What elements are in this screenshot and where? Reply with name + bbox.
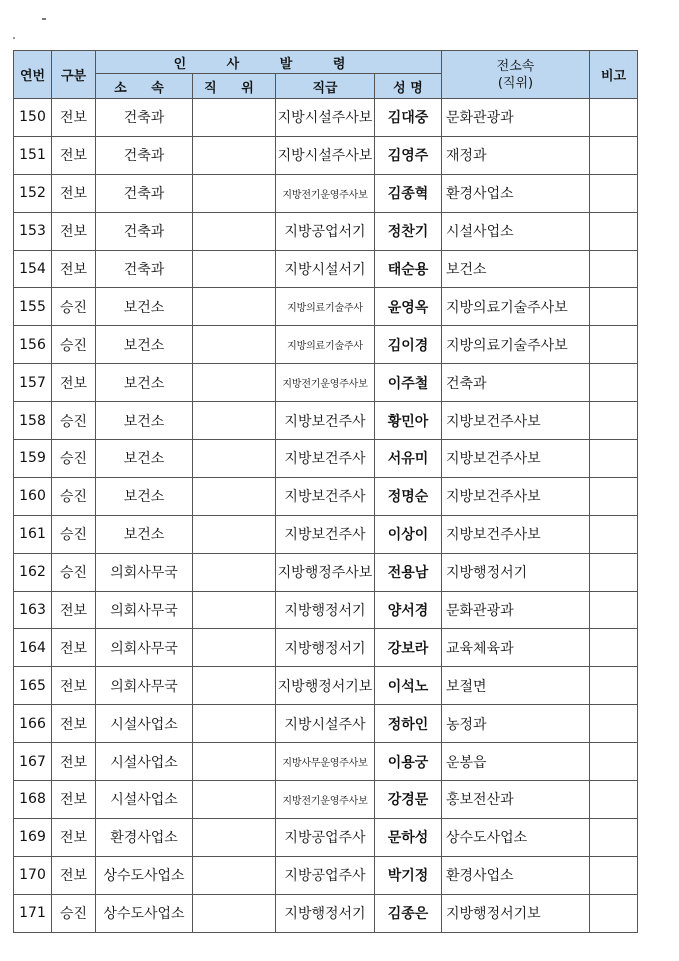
table-row bbox=[14, 402, 638, 440]
row-note bbox=[590, 174, 638, 212]
row-department: 환경사업소 bbox=[96, 818, 193, 856]
row-category: 전보 bbox=[52, 818, 96, 856]
row-previous-post: 상수도사업소 bbox=[442, 818, 590, 856]
row-note bbox=[590, 402, 638, 440]
header-dept: 소 속 bbox=[96, 74, 193, 99]
row-position bbox=[193, 705, 276, 743]
row-category: 전보 bbox=[52, 781, 96, 819]
row-category: 승진 bbox=[52, 894, 96, 932]
row-grade: 지방시설서기 bbox=[276, 250, 375, 288]
row-grade: 지방전기운영주사보 bbox=[276, 174, 375, 212]
header-name: 성 명 bbox=[375, 74, 442, 99]
row-grade: 지방공업서기 bbox=[276, 212, 375, 250]
row-number: 153 bbox=[14, 212, 52, 250]
row-previous-post: 보건소 bbox=[442, 250, 590, 288]
row-department: 시설사업소 bbox=[96, 781, 193, 819]
row-name: 문하성 bbox=[375, 818, 442, 856]
table-row bbox=[14, 781, 638, 819]
row-note bbox=[590, 515, 638, 553]
row-name: 김영주 bbox=[375, 136, 442, 174]
header-grade: 직급 bbox=[276, 74, 375, 99]
row-note bbox=[590, 629, 638, 667]
row-position bbox=[193, 515, 276, 553]
row-name: 전용남 bbox=[375, 553, 442, 591]
row-note bbox=[590, 99, 638, 137]
row-note bbox=[590, 591, 638, 629]
table-row bbox=[14, 667, 638, 705]
row-number: 168 bbox=[14, 781, 52, 819]
row-position bbox=[193, 212, 276, 250]
row-number: 159 bbox=[14, 440, 52, 478]
row-number: 167 bbox=[14, 743, 52, 781]
row-name: 정명순 bbox=[375, 477, 442, 515]
table-row bbox=[14, 99, 638, 137]
row-name: 이용궁 bbox=[375, 743, 442, 781]
row-number: 150 bbox=[14, 99, 52, 137]
row-note bbox=[590, 667, 638, 705]
row-previous-post: 지방보건주사보 bbox=[442, 402, 590, 440]
row-position bbox=[193, 894, 276, 932]
header-category: 구분 bbox=[52, 51, 96, 99]
table-row bbox=[14, 515, 638, 553]
row-name: 강경문 bbox=[375, 781, 442, 819]
row-previous-post: 지방의료기술주사보 bbox=[442, 288, 590, 326]
row-department: 건축과 bbox=[96, 212, 193, 250]
row-number: 171 bbox=[14, 894, 52, 932]
row-position bbox=[193, 629, 276, 667]
row-number: 161 bbox=[14, 515, 52, 553]
row-department: 건축과 bbox=[96, 174, 193, 212]
row-position bbox=[193, 818, 276, 856]
row-department: 보건소 bbox=[96, 402, 193, 440]
header-position: 직 위 bbox=[193, 74, 276, 99]
personnel-table bbox=[13, 50, 638, 933]
table-header bbox=[14, 51, 638, 99]
row-note bbox=[590, 894, 638, 932]
row-category: 전보 bbox=[52, 250, 96, 288]
row-previous-post: 환경사업소 bbox=[442, 174, 590, 212]
row-previous-post: 교육체육과 bbox=[442, 629, 590, 667]
row-grade: 지방행정서기보 bbox=[276, 667, 375, 705]
table-row bbox=[14, 818, 638, 856]
row-number: 154 bbox=[14, 250, 52, 288]
row-position bbox=[193, 591, 276, 629]
table-row bbox=[14, 553, 638, 591]
row-previous-post: 지방보건주사보 bbox=[442, 440, 590, 478]
row-grade: 지방행정서기 bbox=[276, 894, 375, 932]
row-grade: 지방의료기술주사 bbox=[276, 288, 375, 326]
row-previous-post: 건축과 bbox=[442, 364, 590, 402]
row-grade: 지방사무운영주사보 bbox=[276, 743, 375, 781]
row-department: 건축과 bbox=[96, 250, 193, 288]
row-position bbox=[193, 288, 276, 326]
row-name: 이상이 bbox=[375, 515, 442, 553]
row-name: 정찬기 bbox=[375, 212, 442, 250]
row-department: 의회사무국 bbox=[96, 629, 193, 667]
row-department: 의회사무국 bbox=[96, 667, 193, 705]
row-name: 황민아 bbox=[375, 402, 442, 440]
table-row bbox=[14, 364, 638, 402]
row-number: 152 bbox=[14, 174, 52, 212]
header-no: 연번 bbox=[14, 51, 52, 99]
row-grade: 지방보건주사 bbox=[276, 402, 375, 440]
table-row bbox=[14, 629, 638, 667]
header-previous-line2: (직위) bbox=[497, 75, 534, 91]
row-category: 전보 bbox=[52, 212, 96, 250]
row-name: 태순용 bbox=[375, 250, 442, 288]
row-name: 김대중 bbox=[375, 99, 442, 137]
row-previous-post: 문화관광과 bbox=[442, 99, 590, 137]
row-position bbox=[193, 553, 276, 591]
row-number: 157 bbox=[14, 364, 52, 402]
row-note bbox=[590, 705, 638, 743]
row-department: 보건소 bbox=[96, 515, 193, 553]
row-department: 보건소 bbox=[96, 440, 193, 478]
row-category: 전보 bbox=[52, 705, 96, 743]
table-row bbox=[14, 288, 638, 326]
row-name: 김이경 bbox=[375, 326, 442, 364]
row-grade: 지방시설주사보 bbox=[276, 99, 375, 137]
row-category: 승진 bbox=[52, 440, 96, 478]
row-category: 승진 bbox=[52, 402, 96, 440]
row-category: 승진 bbox=[52, 326, 96, 364]
row-previous-post: 지방행정서기 bbox=[442, 553, 590, 591]
row-name: 강보라 bbox=[375, 629, 442, 667]
row-note bbox=[590, 856, 638, 894]
row-previous-post: 재정과 bbox=[442, 136, 590, 174]
row-department: 건축과 bbox=[96, 136, 193, 174]
row-department: 시설사업소 bbox=[96, 705, 193, 743]
row-previous-post: 홍보전산과 bbox=[442, 781, 590, 819]
row-category: 승진 bbox=[52, 288, 96, 326]
row-number: 158 bbox=[14, 402, 52, 440]
row-previous-post: 지방보건주사보 bbox=[442, 515, 590, 553]
row-number: 163 bbox=[14, 591, 52, 629]
row-note bbox=[590, 250, 638, 288]
table-row bbox=[14, 705, 638, 743]
row-note bbox=[590, 364, 638, 402]
row-category: 전보 bbox=[52, 174, 96, 212]
row-note bbox=[590, 743, 638, 781]
row-grade: 지방공업주사 bbox=[276, 856, 375, 894]
row-previous-post: 운봉읍 bbox=[442, 743, 590, 781]
row-note bbox=[590, 136, 638, 174]
row-category: 전보 bbox=[52, 591, 96, 629]
row-grade: 지방전기운영주사보 bbox=[276, 781, 375, 819]
row-name: 박기정 bbox=[375, 856, 442, 894]
header-previous-line1: 전소속 bbox=[496, 58, 535, 74]
row-grade: 지방보건주사 bbox=[276, 477, 375, 515]
row-position bbox=[193, 250, 276, 288]
row-department: 보건소 bbox=[96, 326, 193, 364]
row-note bbox=[590, 781, 638, 819]
row-department: 상수도사업소 bbox=[96, 894, 193, 932]
row-previous-post: 지방행정서기보 bbox=[442, 894, 590, 932]
row-position bbox=[193, 440, 276, 478]
row-grade: 지방의료기술주사 bbox=[276, 326, 375, 364]
row-number: 156 bbox=[14, 326, 52, 364]
row-previous-post: 시설사업소 bbox=[442, 212, 590, 250]
row-note bbox=[590, 440, 638, 478]
row-note bbox=[590, 212, 638, 250]
row-position bbox=[193, 174, 276, 212]
row-note bbox=[590, 326, 638, 364]
row-grade: 지방행정서기 bbox=[276, 591, 375, 629]
row-position bbox=[193, 477, 276, 515]
row-number: 169 bbox=[14, 818, 52, 856]
row-category: 전보 bbox=[52, 856, 96, 894]
row-previous-post: 보절면 bbox=[442, 667, 590, 705]
table-row bbox=[14, 326, 638, 364]
row-name: 윤영옥 bbox=[375, 288, 442, 326]
row-number: 151 bbox=[14, 136, 52, 174]
table-row bbox=[14, 174, 638, 212]
row-grade: 지방행정서기 bbox=[276, 629, 375, 667]
row-previous-post: 지방의료기술주사보 bbox=[442, 326, 590, 364]
row-category: 전보 bbox=[52, 364, 96, 402]
table-row bbox=[14, 212, 638, 250]
row-category: 전보 bbox=[52, 743, 96, 781]
scan-mark bbox=[42, 18, 46, 20]
row-position bbox=[193, 856, 276, 894]
row-department: 보건소 bbox=[96, 364, 193, 402]
row-department: 건축과 bbox=[96, 99, 193, 137]
row-position bbox=[193, 136, 276, 174]
row-category: 승진 bbox=[52, 515, 96, 553]
row-number: 160 bbox=[14, 477, 52, 515]
row-position bbox=[193, 326, 276, 364]
table-body bbox=[14, 99, 638, 933]
row-position bbox=[193, 781, 276, 819]
row-number: 166 bbox=[14, 705, 52, 743]
row-name: 정하인 bbox=[375, 705, 442, 743]
row-category: 전보 bbox=[52, 99, 96, 137]
personnel-table-sheet bbox=[13, 50, 637, 933]
row-position bbox=[193, 364, 276, 402]
row-previous-post: 농정과 bbox=[442, 705, 590, 743]
row-note bbox=[590, 288, 638, 326]
row-number: 164 bbox=[14, 629, 52, 667]
row-grade: 지방시설주사 bbox=[276, 705, 375, 743]
header-note: 비고 bbox=[590, 51, 638, 99]
row-department: 상수도사업소 bbox=[96, 856, 193, 894]
row-department: 의회사무국 bbox=[96, 553, 193, 591]
row-grade: 지방보건주사 bbox=[276, 440, 375, 478]
row-grade: 지방보건주사 bbox=[276, 515, 375, 553]
row-note bbox=[590, 477, 638, 515]
row-previous-post: 문화관광과 bbox=[442, 591, 590, 629]
table-row bbox=[14, 743, 638, 781]
row-category: 승진 bbox=[52, 553, 96, 591]
row-number: 155 bbox=[14, 288, 52, 326]
row-position bbox=[193, 667, 276, 705]
table-row bbox=[14, 477, 638, 515]
row-department: 보건소 bbox=[96, 477, 193, 515]
row-name: 김종은 bbox=[375, 894, 442, 932]
row-category: 전보 bbox=[52, 629, 96, 667]
header-appointment: 인 사 발 령 bbox=[96, 51, 442, 74]
row-name: 이석노 bbox=[375, 667, 442, 705]
row-grade: 지방시설주사보 bbox=[276, 136, 375, 174]
row-category: 전보 bbox=[52, 667, 96, 705]
row-grade: 지방행정주사보 bbox=[276, 553, 375, 591]
row-number: 162 bbox=[14, 553, 52, 591]
scan-dot bbox=[13, 37, 15, 39]
row-category: 전보 bbox=[52, 136, 96, 174]
row-category: 승진 bbox=[52, 477, 96, 515]
row-name: 이주철 bbox=[375, 364, 442, 402]
row-name: 양서경 bbox=[375, 591, 442, 629]
row-position bbox=[193, 99, 276, 137]
header-previous bbox=[442, 51, 590, 99]
row-department: 의회사무국 bbox=[96, 591, 193, 629]
row-previous-post: 지방보건주사보 bbox=[442, 477, 590, 515]
row-note bbox=[590, 818, 638, 856]
row-name: 김종혁 bbox=[375, 174, 442, 212]
row-grade: 지방공업주사 bbox=[276, 818, 375, 856]
table-row bbox=[14, 440, 638, 478]
table-row bbox=[14, 250, 638, 288]
row-number: 165 bbox=[14, 667, 52, 705]
row-note bbox=[590, 553, 638, 591]
row-department: 시설사업소 bbox=[96, 743, 193, 781]
table-row bbox=[14, 894, 638, 932]
row-number: 170 bbox=[14, 856, 52, 894]
row-position bbox=[193, 402, 276, 440]
row-position bbox=[193, 743, 276, 781]
row-department: 보건소 bbox=[96, 288, 193, 326]
row-grade: 지방전기운영주사보 bbox=[276, 364, 375, 402]
table-row bbox=[14, 856, 638, 894]
table-row bbox=[14, 136, 638, 174]
table-row bbox=[14, 591, 638, 629]
row-name: 서유미 bbox=[375, 440, 442, 478]
row-previous-post: 환경사업소 bbox=[442, 856, 590, 894]
